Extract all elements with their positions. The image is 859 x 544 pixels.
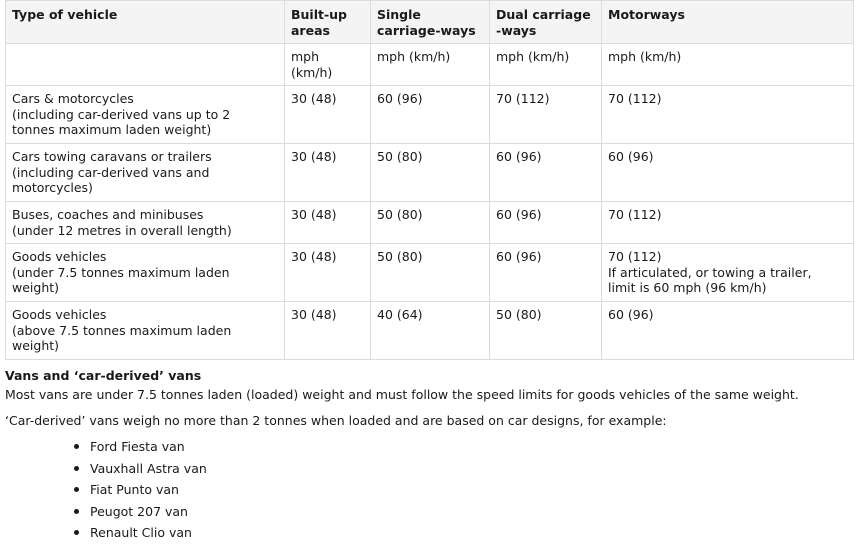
list-item: Fiat Punto van xyxy=(72,479,207,501)
vehicle-type-cell: Goods vehicles (above 7.5 tonnes maximum laden weight) xyxy=(6,302,285,360)
vehicle-type-cell: Cars & motorcycles (including car-derived vans up to 2 tonnes maximum laden weight) xyxy=(6,86,285,144)
table-row xyxy=(6,302,854,360)
bullet-icon xyxy=(74,466,79,471)
built-up-limit-cell: 30 (48) xyxy=(285,202,371,244)
motorway-limit-cell: 70 (112) If articulated, or towing a trailer, limit is 60 mph (96 km/h) xyxy=(602,244,854,302)
bullet-icon xyxy=(74,509,79,514)
list-item: Vauxhall Astra van xyxy=(72,458,207,480)
dual-carriageway-limit-cell: 60 (96) xyxy=(490,144,602,202)
bullet-icon xyxy=(74,487,79,492)
car-derived-vans-paragraph: ‘Car-derived’ vans weigh no more than 2 tonnes when loaded and are based on car designs, for example: xyxy=(5,413,667,428)
built-up-limit-cell: 30 (48) xyxy=(285,244,371,302)
motorway-limit-cell: 60 (96) xyxy=(602,144,854,202)
table-row xyxy=(6,244,854,302)
built-up-limit-cell: 30 (48) xyxy=(285,302,371,360)
built-up-limit-cell: 30 (48) xyxy=(285,86,371,144)
single-carriageway-limit-cell: 50 (80) xyxy=(371,144,490,202)
table-row xyxy=(6,144,854,202)
car-derived-vans-list xyxy=(72,436,207,544)
motorway-limit-cell: 70 (112) xyxy=(602,202,854,244)
table-header-row xyxy=(6,1,854,44)
units-single-cell: mph (km/h) xyxy=(371,44,490,86)
header-single-carriageways: Single carriage-ways xyxy=(371,1,490,44)
header-dual-carriageways: Dual carriage -ways xyxy=(490,1,602,44)
motorway-limit-cell: 70 (112) xyxy=(602,86,854,144)
table-row xyxy=(6,86,854,144)
vehicle-type-cell: Cars towing caravans or trailers (including car-derived vans and motorcycles) xyxy=(6,144,285,202)
list-item: Peugot 207 van xyxy=(72,501,207,523)
header-motorways: Motorways xyxy=(602,1,854,44)
dual-carriageway-limit-cell: 70 (112) xyxy=(490,86,602,144)
header-built-up-areas: Built-up areas xyxy=(285,1,371,44)
table-row xyxy=(6,202,854,244)
list-item: Renault Clio van xyxy=(72,522,207,544)
list-item: Ford Fiesta van xyxy=(72,436,207,458)
dual-carriageway-limit-cell: 60 (96) xyxy=(490,244,602,302)
vehicle-type-cell: Buses, coaches and minibuses (under 12 metres in overall length) xyxy=(6,202,285,244)
section-heading: Vans and ‘car-derived’ vans xyxy=(5,368,202,383)
units-dual-cell: mph (km/h) xyxy=(490,44,602,86)
vans-weight-paragraph: Most vans are under 7.5 tonnes laden (loaded) weight and must follow the speed limits for goods vehicles of the same weight. xyxy=(5,387,799,402)
units-motorways-cell: mph (km/h) xyxy=(602,44,854,86)
speed-limits-table xyxy=(5,0,854,360)
dual-carriageway-limit-cell: 60 (96) xyxy=(490,202,602,244)
units-built-up-cell: mph (km/h) xyxy=(285,44,371,86)
built-up-limit-cell: 30 (48) xyxy=(285,144,371,202)
units-vehicle-cell xyxy=(6,44,285,86)
header-vehicle-type: Type of vehicle xyxy=(6,1,285,44)
vehicle-type-cell: Goods vehicles (under 7.5 tonnes maximum laden weight) xyxy=(6,244,285,302)
single-carriageway-limit-cell: 40 (64) xyxy=(371,302,490,360)
single-carriageway-limit-cell: 50 (80) xyxy=(371,202,490,244)
single-carriageway-limit-cell: 60 (96) xyxy=(371,86,490,144)
single-carriageway-limit-cell: 50 (80) xyxy=(371,244,490,302)
bullet-icon xyxy=(74,530,79,535)
dual-carriageway-limit-cell: 50 (80) xyxy=(490,302,602,360)
units-row xyxy=(6,44,854,86)
motorway-limit-cell: 60 (96) xyxy=(602,302,854,360)
bullet-icon xyxy=(74,444,79,449)
